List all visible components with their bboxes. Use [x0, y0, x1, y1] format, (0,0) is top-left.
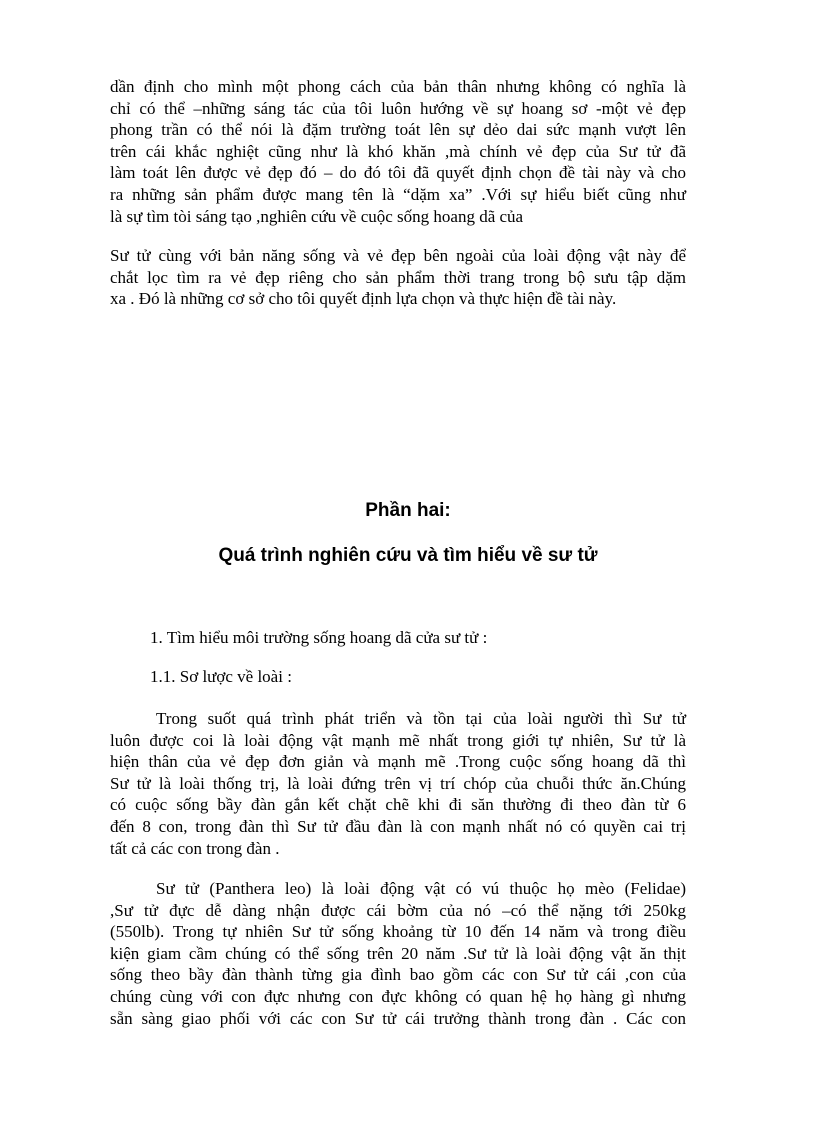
text-line: đến 8 con, trong đàn thì Sư tử đầu đàn là con mạnh nhất nó có quyền cai trị: [110, 816, 686, 836]
text-line: Sư tử là loài thống trị, là loài đứng trên vị trí chóp của chuỗi thức ăn.Chúng: [110, 773, 686, 793]
part-subtitle: Quá trình nghiên cứu và tìm hiểu về sư tử: [218, 545, 598, 566]
text-line: luôn được coi là loài động vật mạnh mẽ nhất trong giới tự nhiên, Sư tử là: [110, 730, 686, 750]
body-paragraph-2: [110, 878, 686, 1029]
text-line: chúng cùng với con đực nhưng con đực không có quan hệ họ hàng gì nhưng: [110, 986, 686, 1006]
text-line: kiện giam cầm chúng có thể sống trên 20 năm .Sư tử là loài động vật ăn thịt: [110, 943, 686, 963]
text-line: tất cả các con trong đàn .: [110, 838, 280, 858]
text-line: [110, 708, 686, 730]
text-line: dần định cho mình một phong cách của bản thân nhưng không có nghĩa là: [110, 77, 686, 96]
part-title: Phần hai:: [365, 500, 451, 521]
section-heading-1-1: 1.1. Sơ lược về loài :: [150, 667, 292, 686]
text-line-content: Sư tử (Panthera leo) là loài động vật có vú thuộc họ mèo (Felidae): [156, 879, 686, 898]
text-line: Sư tử cùng với bản năng sống và vẻ đẹp bên ngoài của loài động vật này để: [110, 246, 686, 265]
text-line: (550lb). Trong tự nhiên Sư tử sống khoảng từ 10 đến 14 năm và trong điều: [110, 922, 686, 942]
body-paragraph-1: [110, 708, 686, 859]
text-line: ra những sản phẩm được mang tên là “dặm xa” .Với sự hiểu biết cũng như: [110, 184, 686, 204]
text-line: [110, 878, 686, 900]
text-line-content: Trong suốt quá trình phát triển và tồn tại của loài người thì Sư tử: [156, 709, 686, 728]
text-line: phong trần có thể nói là đặm trường toát lên sự dẻo dai sức mạnh vượt lên: [110, 120, 686, 140]
text-line: có cuộc sống bầy đàn gắn kết chặt chẽ khi đi săn thường đi theo đàn từ 6: [110, 795, 686, 815]
text-line: sẵn sàng giao phối với các con Sư tử cái trưởng thành trong đàn . Các con: [110, 1008, 686, 1028]
text-line: xa . Đó là những cơ sở cho tôi quyết định lựa chọn và thực hiện đề tài này.: [110, 289, 617, 309]
text-line: chỉ có thể –những sáng tác của tôi luôn hướng về sự hoang sơ -một vẻ đẹp: [110, 98, 686, 118]
section-heading-1: 1. Tìm hiểu môi trường sống hoang dã cửa sư tử :: [150, 628, 488, 647]
text-line: chắt lọc tìm ra vẻ đẹp riêng cho sản phẩm thời trang trong bộ sưu tập dặm: [110, 267, 686, 287]
text-line: ,Sư tử đực dễ dàng nhận được cái bờm của nó –có thể nặng tới 250kg: [110, 900, 686, 920]
text-line: sống theo bầy đàn thành từng gia đình bao gồm các con Sư tử cái ,con của: [110, 965, 686, 985]
text-line: là sự tìm tòi sáng tạo ,nghiên cứu về cuộc sống hoang dã của: [110, 206, 524, 226]
intro-paragraph: [110, 76, 686, 227]
text-line: trên cái khắc nghiệt cũng như là khó khăn ,mà chính vẻ đẹp của Sư tử đã: [110, 141, 686, 161]
text-line: làm toát lên được vẻ đẹp đó – do đó tôi đã quyết định chọn đề tài này và cho: [110, 163, 686, 183]
second-paragraph: [110, 245, 686, 310]
text-line: hiện thân của vẻ đẹp đơn giản và mạnh mẽ .Trong cuộc sống hoang dã thì: [110, 752, 686, 772]
